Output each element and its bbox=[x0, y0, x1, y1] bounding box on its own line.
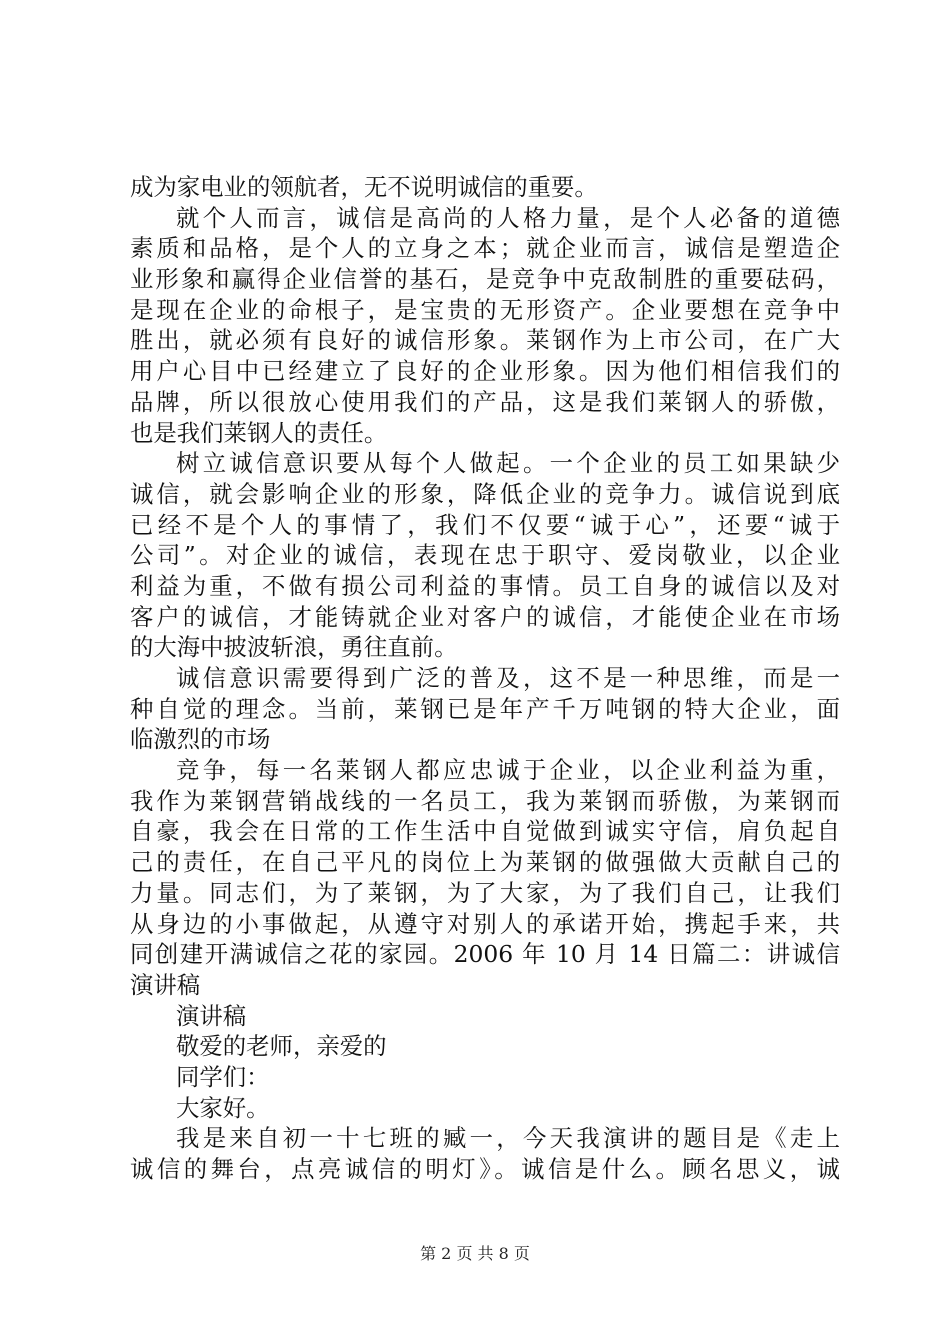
text-line: 也是我们莱钢人的责任。 bbox=[130, 418, 388, 447]
text-line: 素质和品格，是个人的立身之本；就企业而言，诚信是塑造企 bbox=[130, 234, 840, 263]
text-line: 演讲稿 bbox=[130, 970, 201, 999]
text-line: 诚信的舞台，点亮诚信的明灯》。诚信是什么。顾名思义，诚 bbox=[130, 1155, 840, 1183]
text-line: 力量。同志们，为了莱钢，为了大家，为了我们自己，让我们 bbox=[130, 878, 840, 907]
text-line: 临激烈的市场 bbox=[130, 725, 271, 754]
text-line: 演讲稿 bbox=[176, 1001, 247, 1030]
text-line: 客户的诚信，才能铸就企业对客户的诚信，才能使企业在市场 bbox=[130, 602, 840, 631]
text-line: 种自觉的理念。当前，莱钢已是年产千万吨钢的特大企业，面 bbox=[130, 694, 840, 723]
text-line: 诚信，就会影响企业的形象，降低企业的竞争力。诚信说到底 bbox=[130, 479, 840, 508]
text-line: 大家好。 bbox=[176, 1093, 270, 1122]
text-line: 同学们： bbox=[176, 1062, 270, 1091]
text-line: 自豪，我会在日常的工作生活中自觉做到诚实守信，肩负起自 bbox=[130, 817, 840, 846]
text-line: 品牌，所以很放心使用我们的产品，这是我们莱钢人的骄傲， bbox=[130, 387, 840, 416]
text-line: 己的责任，在自己平凡的岗位上为莱钢的做强做大贡献自己的 bbox=[130, 848, 840, 877]
text-line: 业形象和赢得企业信誉的基石，是竞争中克敌制胜的重要砝码， bbox=[130, 265, 840, 294]
text-line: 诚信意识需要得到广泛的普及，这不是一种思维，而是一 bbox=[176, 664, 840, 692]
text-line: 利益为重，不做有损公司利益的事情。员工自身的诚信以及对 bbox=[130, 571, 840, 600]
text-line: 我作为莱钢营销战线的一名员工，我为莱钢而骄傲，为莱钢而 bbox=[130, 786, 840, 815]
text-line: 是现在企业的命根子，是宝贵的无形资产。企业要想在竞争中 bbox=[130, 295, 840, 324]
text-line: 已经不是个人的事情了，我们不仅要“诚于心”，还要“诚于 bbox=[130, 510, 840, 539]
text-line: 同创建开满诚信之花的家园。2006 年 10 月 14 日篇二：讲诚信 bbox=[130, 940, 840, 969]
text-line: 从身边的小事做起，从遵守对别人的承诺开始，携起手来，共 bbox=[130, 909, 840, 938]
text-line: 竞争，每一名莱钢人都应忠诚于企业，以企业利益为重， bbox=[176, 756, 840, 785]
text-line: 敬爱的老师，亲爱的 bbox=[176, 1032, 387, 1061]
text-line: 树立诚信意识要从每个人做起。一个企业的员工如果缺少 bbox=[176, 449, 840, 478]
text-line: 用户心目中已经建立了良好的企业形象。因为他们相信我们的 bbox=[130, 357, 840, 386]
page-number-footer: 第 2 页 共 8 页 bbox=[420, 1244, 530, 1263]
text-line: 胜出，就必须有良好的诚信形象。莱钢作为上市公司，在广大 bbox=[130, 326, 840, 355]
text-line: 就个人而言，诚信是高尚的人格力量，是个人必备的道德 bbox=[176, 203, 840, 232]
text-line: 我是来自初一十七班的臧一，今天我演讲的题目是《走上 bbox=[176, 1124, 840, 1153]
text-line: 的大海中披波斩浪，勇往直前。 bbox=[130, 633, 458, 662]
text-line: 公司”。对企业的诚信，表现在忠于职守、爱岗敬业，以企业 bbox=[130, 541, 840, 570]
text-line: 成为家电业的领航者，无不说明诚信的重要。 bbox=[130, 173, 598, 201]
document-body bbox=[130, 172, 840, 1185]
